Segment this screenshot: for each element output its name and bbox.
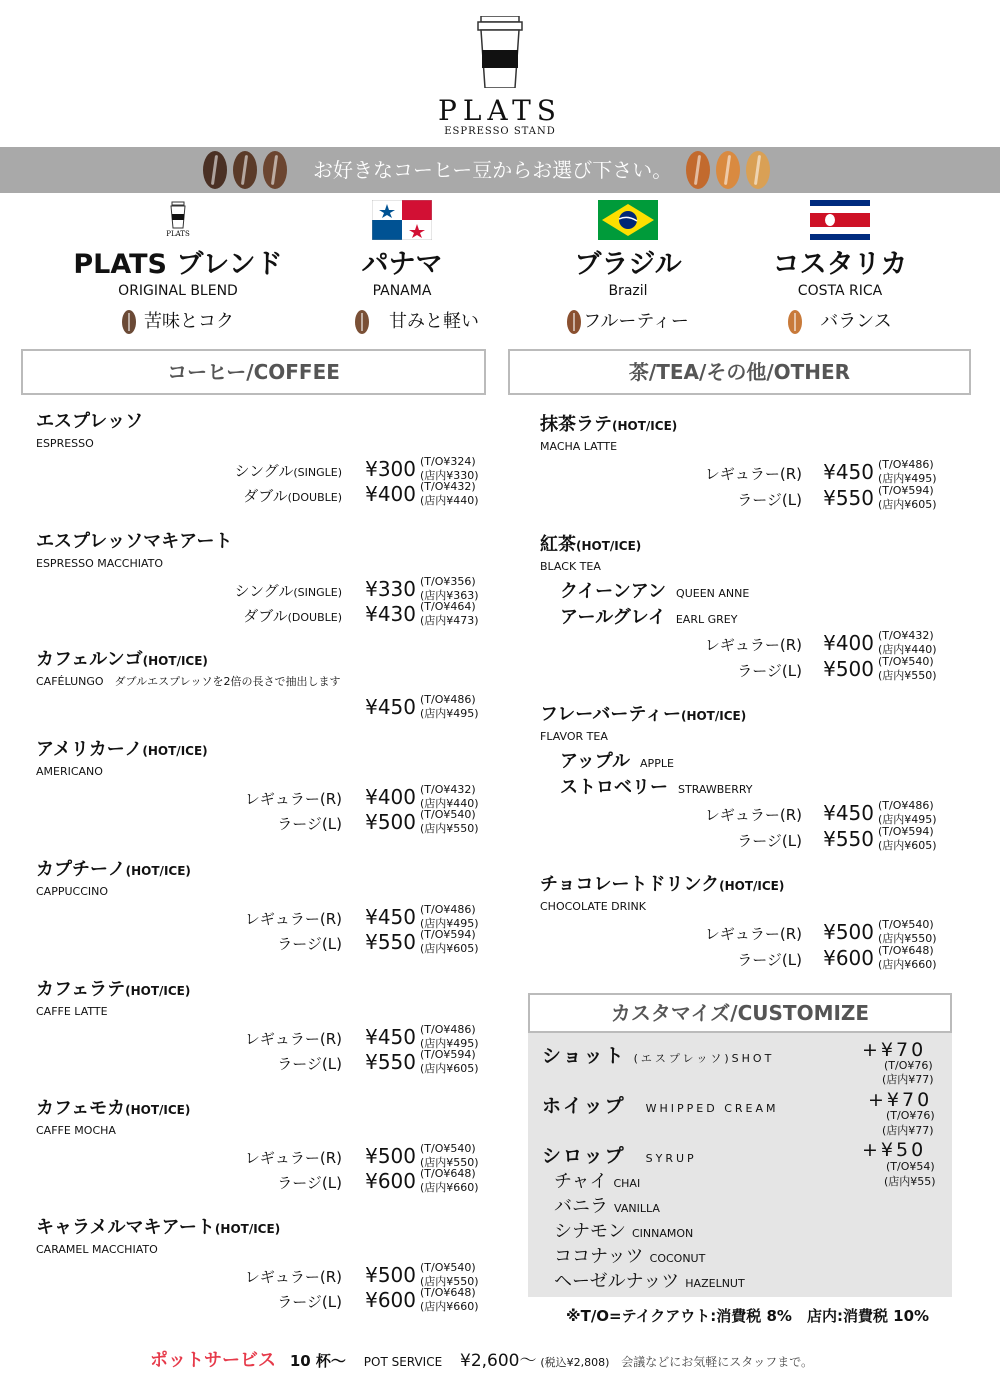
price-breakdown: (T/O¥594) (店内¥605) <box>420 1048 479 1075</box>
size-label: レギュラー(R) <box>704 636 802 654</box>
item-name-en: AMERICANO <box>36 765 103 778</box>
menu-item <box>36 530 233 573</box>
price-breakdown: (T/O¥540) (店内¥550) <box>420 808 479 835</box>
size-label: レギュラー(R) <box>244 790 342 808</box>
origin-en: PANAMA <box>372 283 432 299</box>
price-breakdown: (T/O¥464) (店内¥473) <box>420 600 479 627</box>
costa-rica-flag-icon <box>810 200 870 240</box>
price-breakdown: (T/O¥540) (店内¥550) <box>420 1142 479 1169</box>
origin-name: ブラジル <box>574 249 682 280</box>
whip-to: (T/O¥76) <box>886 1109 935 1122</box>
syrup-flavor: シナモン CINNAMON <box>554 1221 694 1242</box>
origin-panama <box>292 200 512 334</box>
coffee-bean-icon <box>122 310 136 334</box>
size-label: レギュラー(R) <box>704 806 802 824</box>
size-label: ラージ(L) <box>277 1174 342 1192</box>
price-breakdown: (T/O¥594) (店内¥605) <box>878 484 937 511</box>
size-label: ラージ(L) <box>737 832 802 850</box>
price-breakdown: (T/O¥540) (店内¥550) <box>878 655 937 682</box>
size-label: ラージ(L) <box>277 1055 342 1073</box>
syrup-to: (T/O¥54) <box>886 1160 935 1173</box>
menu-item <box>36 858 191 901</box>
flavor-option: ストロベリー STRAWBERRY <box>560 777 753 798</box>
price-value: ¥500 <box>365 1144 416 1168</box>
item-name-jp: アメリカーノ(HOT/ICE) <box>36 739 208 760</box>
origin-costa-rica <box>730 200 950 334</box>
price-value: ¥400 <box>365 482 416 506</box>
tea-section-header: 茶/TEA/その他/OTHER <box>508 349 971 395</box>
store-logo <box>420 16 580 138</box>
flavor-option: アップル APPLE <box>560 751 674 772</box>
pot-service-message: 会議などにお気軽にスタッフまで。 <box>621 1355 813 1369</box>
origin-name: PLATS ブレンド <box>73 249 283 280</box>
menu-item <box>540 873 784 916</box>
item-name-jp: エスプレッソ <box>36 411 144 432</box>
price-value: ¥450 <box>823 801 874 825</box>
item-name-en: CARAMEL MACCHIATO <box>36 1243 158 1256</box>
price-value: ¥550 <box>365 1050 416 1074</box>
price-value: ¥450 <box>365 695 416 719</box>
item-name-en: CAFFE MOCHA <box>36 1124 116 1137</box>
coffee-bean-icon <box>716 151 740 189</box>
price-value: ¥550 <box>365 930 416 954</box>
item-name-jp: エスプレッソマキアート <box>36 531 233 552</box>
syrup-flavor: ヘーゼルナッツ HAZELNUT <box>554 1271 745 1292</box>
coffee-section-header: コーヒー/COFFEE <box>21 349 486 395</box>
price-breakdown: (T/O¥486) (店内¥495) <box>420 1023 479 1050</box>
price-value: ¥430 <box>365 602 416 626</box>
price-breakdown: (T/O¥594) (店内¥605) <box>420 928 479 955</box>
item-name-en: MACHA LATTE <box>540 440 618 453</box>
price-value: ¥450 <box>365 1025 416 1049</box>
size-label: シングル(SINGLE) <box>234 462 342 480</box>
price-breakdown: (T/O¥324) (店内¥330) <box>420 455 479 482</box>
shot-option: ショット (エスプレッソ)SHOT <box>542 1045 775 1067</box>
whip-in: (店内¥77) <box>882 1124 934 1137</box>
syrup-in: (店内¥55) <box>884 1175 936 1188</box>
tax-note: ※T/O=テイクアウト:消費税 8% 店内:消費税 10% <box>566 1307 930 1325</box>
banner-text: お好きなコーヒー豆からお選び下さい。 <box>313 158 673 182</box>
origin-en: ORIGINAL BLEND <box>118 283 238 299</box>
brand-subtitle: ESPRESSO STAND <box>444 126 556 137</box>
size-label: ラージ(L) <box>737 491 802 509</box>
price-value: ¥500 <box>823 657 874 681</box>
price-breakdown: (T/O¥486) (店内¥495) <box>878 799 937 826</box>
origin-name: パナマ <box>361 249 443 280</box>
shot-price: +¥70 <box>862 1039 927 1061</box>
price-value: ¥450 <box>365 905 416 929</box>
price-breakdown: (T/O¥486) (店内¥495) <box>878 458 937 485</box>
customize-header: カスタマイズ/CUSTOMIZE <box>528 993 952 1033</box>
price-value: ¥600 <box>823 946 874 970</box>
item-name-en: FLAVOR TEA <box>540 730 608 743</box>
size-label: レギュラー(R) <box>704 465 802 483</box>
coffee-bean-icon <box>567 310 581 334</box>
whip-price: +¥70 <box>868 1089 933 1111</box>
menu-item <box>36 1097 190 1140</box>
item-name-en: CHOCOLATE DRINK <box>540 900 646 913</box>
price-breakdown: (T/O¥540) (店内¥550) <box>420 1261 479 1288</box>
price-value: ¥500 <box>365 810 416 834</box>
item-name-jp: キャラメルマキアート(HOT/ICE) <box>36 1217 281 1238</box>
origin-taste: フルーティー <box>518 310 738 334</box>
coffee-bean-icon <box>233 151 257 189</box>
size-label: レギュラー(R) <box>244 1268 342 1286</box>
menu-item <box>36 648 341 691</box>
price-breakdown: (T/O¥432) (店内¥440) <box>420 783 479 810</box>
pot-service-tax: (税込¥2,808) <box>540 1356 610 1369</box>
price-value: ¥500 <box>365 1263 416 1287</box>
price-value: ¥400 <box>823 631 874 655</box>
size-label: ラージ(L) <box>277 935 342 953</box>
item-name-jp: 紅茶(HOT/ICE) <box>540 534 642 555</box>
whip-option: ホイップ WHIPPED CREAM <box>542 1095 779 1117</box>
pot-service-price: ¥2,600〜 <box>460 1351 537 1371</box>
customize-panel <box>528 993 952 1297</box>
item-name-jp: カプチーノ(HOT/ICE) <box>36 859 191 880</box>
price-value: ¥550 <box>823 486 874 510</box>
origin-taste: 甘みと軽い <box>322 310 512 334</box>
size-label: ダブル(DOUBLE) <box>243 607 342 625</box>
coffee-bean-icon <box>788 310 802 334</box>
price-value: ¥600 <box>365 1288 416 1312</box>
item-name-jp: カフェルンゴ(HOT/ICE) <box>36 649 208 670</box>
flavor-option: クイーンアン QUEEN ANNE <box>560 581 750 602</box>
price-breakdown: (T/O¥432) (店内¥440) <box>878 629 937 656</box>
origin-brazil <box>518 200 738 334</box>
menu-item <box>36 1216 280 1259</box>
size-label: ラージ(L) <box>737 951 802 969</box>
item-name-jp: カフェモカ(HOT/ICE) <box>36 1098 191 1119</box>
brand-name: PLATS <box>438 94 562 127</box>
origin-name: コスタリカ <box>772 249 908 280</box>
size-label: ラージ(L) <box>277 1293 342 1311</box>
item-name-jp: カフェラテ(HOT/ICE) <box>36 979 191 1000</box>
coffee-bean-icon <box>355 310 369 334</box>
origin-plats-blend <box>68 200 288 334</box>
item-name-en: ESPRESSO <box>36 437 94 450</box>
price-value: ¥400 <box>365 785 416 809</box>
origin-taste: バランス <box>730 310 950 334</box>
price-breakdown: (T/O¥648) (店内¥660) <box>420 1167 479 1194</box>
price-breakdown: (T/O¥594) (店内¥605) <box>878 825 937 852</box>
syrup-flavor: ココナッツ COCONUT <box>554 1246 706 1267</box>
syrup-flavor: チャイ CHAI <box>554 1171 641 1192</box>
syrup-option: シロップ SYRUP <box>542 1145 697 1167</box>
size-label: ラージ(L) <box>277 815 342 833</box>
menu-item <box>36 738 208 781</box>
coffee-bean-icon <box>686 151 710 189</box>
syrup-flavor: バニラ VANILLA <box>554 1196 660 1217</box>
price-value: ¥450 <box>823 460 874 484</box>
item-name-jp: チョコレートドリンク(HOT/ICE) <box>540 874 785 895</box>
price-breakdown: (T/O¥486) (店内¥495) <box>420 903 479 930</box>
shot-in: (店内¥77) <box>882 1073 934 1086</box>
shot-to: (T/O¥76) <box>884 1059 933 1072</box>
item-name-en: ESPRESSO MACCHIATO <box>36 557 164 570</box>
origin-en: COSTA RICA <box>797 283 883 299</box>
pot-service-en: POT SERVICE <box>363 1355 443 1369</box>
pot-service-label: ポットサービス <box>150 1350 276 1371</box>
size-label: ダブル(DOUBLE) <box>243 487 342 505</box>
coffee-bean-icon <box>746 151 770 189</box>
price-value: ¥330 <box>365 577 416 601</box>
item-name-jp: フレーバーティー(HOT/ICE) <box>540 704 747 725</box>
size-label: シングル(SINGLE) <box>234 582 342 600</box>
price-breakdown: (T/O¥356) (店内¥363) <box>420 575 479 602</box>
menu-item <box>540 413 677 456</box>
pot-service-footer <box>150 1346 813 1372</box>
flavor-option: アールグレイ EARL GREY <box>560 607 738 628</box>
size-label: レギュラー(R) <box>704 925 802 943</box>
size-label: レギュラー(R) <box>244 1030 342 1048</box>
bean-select-banner <box>0 147 1000 193</box>
price-value: ¥550 <box>823 827 874 851</box>
origin-taste: 苦味とコク <box>68 310 288 334</box>
item-name-jp: 抹茶ラテ(HOT/ICE) <box>540 414 678 435</box>
item-name-en: BLACK TEA <box>540 560 601 573</box>
price-value: ¥600 <box>365 1169 416 1193</box>
menu-item <box>36 410 143 453</box>
syrup-price: +¥50 <box>862 1139 927 1161</box>
menu-item <box>540 533 641 576</box>
price-breakdown: (T/O¥540) (店内¥550) <box>878 918 937 945</box>
origin-en: Brazil <box>608 283 648 299</box>
item-name-en: CAFFE LATTE <box>36 1005 108 1018</box>
price-breakdown: (T/O¥648) (店内¥660) <box>420 1286 479 1313</box>
menu-item <box>540 703 746 746</box>
menu-item <box>36 978 190 1021</box>
price-breakdown: (T/O¥486) (店内¥495) <box>420 693 479 720</box>
coffee-cup-icon <box>475 16 525 88</box>
coffee-bean-icon <box>203 151 227 189</box>
plats-logo-icon <box>148 200 208 240</box>
price-breakdown: (T/O¥432) (店内¥440) <box>420 480 479 507</box>
svg-text:PLATS: PLATS <box>166 230 190 238</box>
item-name-en: CAFÉLUNGO ダブルエスプレッソを2倍の長さで抽出します <box>36 675 341 688</box>
price-value: ¥500 <box>823 920 874 944</box>
size-label: レギュラー(R) <box>244 910 342 928</box>
size-label: レギュラー(R) <box>244 1149 342 1167</box>
panama-flag-icon <box>372 200 432 240</box>
coffee-bean-icon <box>263 151 287 189</box>
brazil-flag-icon <box>598 200 658 240</box>
item-name-en: CAPPUCCINO <box>36 885 109 898</box>
size-label: ラージ(L) <box>737 662 802 680</box>
price-breakdown: (T/O¥648) (店内¥660) <box>878 944 937 971</box>
pot-service-cups: 10 杯〜 <box>289 1352 346 1370</box>
price-value: ¥300 <box>365 457 416 481</box>
